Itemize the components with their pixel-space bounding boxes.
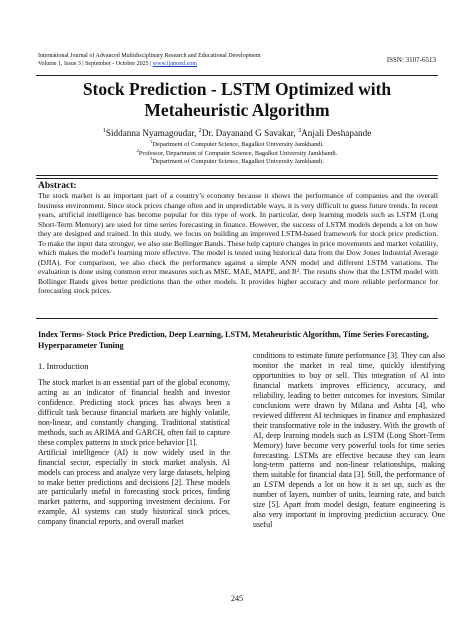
issue-info: Volume 1, Issue 3 | September - October 2025 | bbox=[38, 61, 153, 67]
intro-paragraph-3: conditions to estimate future performance [3]. They can also monitor the market in real time, quickly identifying opportunities to buy or sell. This integration of AI into financial markets improves efficiency, accuracy, and reliability, leading to better outcomes for investors. Similar conclusions were drawn by Milana and Ashta [4], who reviewed different AI techniques in finance and emphasized their transformative role in the industry. With the growth of AI, deep learning models such as LSTM (Long Short-Term Memory) have become very powerful tools for time series forecasting. LSTMs are effective because they can learn long-term patterns and non-linear relationships, making them suitable for financial data [3]. Still, the performance of an LSTM depends a lot on how it is set up, such as the number of layers, number of units, learning rate, and batch size [5]. Apart from model design, feature engineering is also very important in improving prediction accuracy. One useful bbox=[253, 351, 445, 530]
affiliation-2-text: Professor, Department of Computer Science, Bagalkot University Jamkhandi. bbox=[138, 149, 338, 157]
abstract-heading: Abstract: bbox=[38, 181, 77, 191]
affiliation-1-marker: 1 bbox=[150, 138, 153, 144]
journal-website-link[interactable]: www.ijamred.com bbox=[152, 61, 198, 67]
affiliation-2-marker: 2 bbox=[136, 147, 139, 153]
affiliations bbox=[36, 138, 438, 167]
title-line-1: Stock Prediction - LSTM Optimized with bbox=[82, 79, 392, 99]
intro-paragraph-1: The stock market is an essential part of the global economy, acting as an indicator of financial health and investor confidence. Predicting stock prices has always been a difficult task because financial markets are highly volatile, non-linear, and constantly changing. Traditional statistical methods, such as ARIMA and GARCH, often fail to capture these complex patterns in stock price behavior [1]. bbox=[38, 378, 230, 447]
journal-name: International Journal of Advanced Multidisciplinary Research and Educational Development bbox=[38, 53, 261, 59]
affiliation-2 bbox=[36, 147, 438, 159]
paper-title bbox=[36, 79, 438, 121]
abstract-top-divider-double bbox=[36, 178, 438, 179]
author-3-marker: 3 bbox=[297, 126, 302, 134]
index-terms: Index Terms- Stock Price Prediction, Deep Learning, LSTM, Metaheuristic Algorithm, Time Series Forecasting, Hyperparameter Tuning bbox=[38, 330, 429, 350]
affiliation-3 bbox=[36, 155, 438, 167]
author-3-name: Anjali Deshapande bbox=[301, 128, 372, 138]
page-number: 245 bbox=[231, 594, 243, 603]
section-heading-introduction: 1. Introduction bbox=[38, 361, 89, 371]
abstract-bottom-divider bbox=[36, 318, 438, 319]
title-line-2: Metaheuristic Algorithm bbox=[144, 100, 330, 120]
author-1-marker: 1 bbox=[102, 126, 106, 134]
intro-paragraph-2: Artificial intelligence (AI) is now widely used in the financial sector, especially in stock market analysis. AI models can process and analyze very large datasets, helping to make better predictions and decisions [2]. These models are particularly useful in forecasting stock prices, finding market patterns, and supporting investment decisions. For example, AI systems can study historical stock prices, company financial reports, and overall market bbox=[38, 447, 230, 527]
author-1-name: Siddanna Nyamagoudar, bbox=[105, 128, 199, 138]
author-list bbox=[36, 128, 438, 138]
journal-header bbox=[38, 52, 261, 68]
header-divider bbox=[36, 75, 438, 76]
abstract-text: The stock market is an important part of a country’s economy because it shows the performance of companies and the overall business environment. Since stock prices change often and in unpredictable ways, it is very difficult to guess future trends. In recent years, artificial intelligence has become popular for this type of work. In particular, deep learning models such as LSTM (Long Short-Term Memory) are used for time series forecasting in finance. However, the success of LSTM models depends a lot on how they are designed and trained. In this study, we focus on building an improved LSTM-based framework for stock price prediction. To make the input data stronger, we also use Bollinger Bands. These help capture changes in price movements and market volatility, which makes the model’s learning more effective. The model is tested using historical data from the Dow Jones Industrial Average (DJIA). For comparison, we also check the performance against a simple ANN model and different LSTM variations. The evaluation is done using common error measures such as MSE, MAE, MAPE, and R². The results show that the LSTM model with Bollinger Bands gives better predictions than the other models. It provides higher accuracy and more reliable performance for forecasting stock prices. bbox=[38, 191, 438, 296]
affiliation-3-text: Department of Computer Science, Bagalkot University Jamkhandi. bbox=[152, 158, 324, 165]
right-column bbox=[253, 351, 445, 530]
affiliation-3-marker: 3 bbox=[150, 155, 153, 161]
author-2-name: Dr. Dayanand G Savakar, bbox=[201, 128, 298, 138]
issue-line bbox=[38, 60, 261, 68]
left-column bbox=[38, 378, 230, 527]
affiliation-1-text: Department of Computer Science, Bagalkot University Jamkhandi. bbox=[152, 141, 324, 148]
issn-label: ISSN: 3107-6513 bbox=[386, 56, 436, 64]
abstract-top-divider bbox=[36, 175, 438, 176]
author-2-marker: 2 bbox=[198, 126, 202, 134]
